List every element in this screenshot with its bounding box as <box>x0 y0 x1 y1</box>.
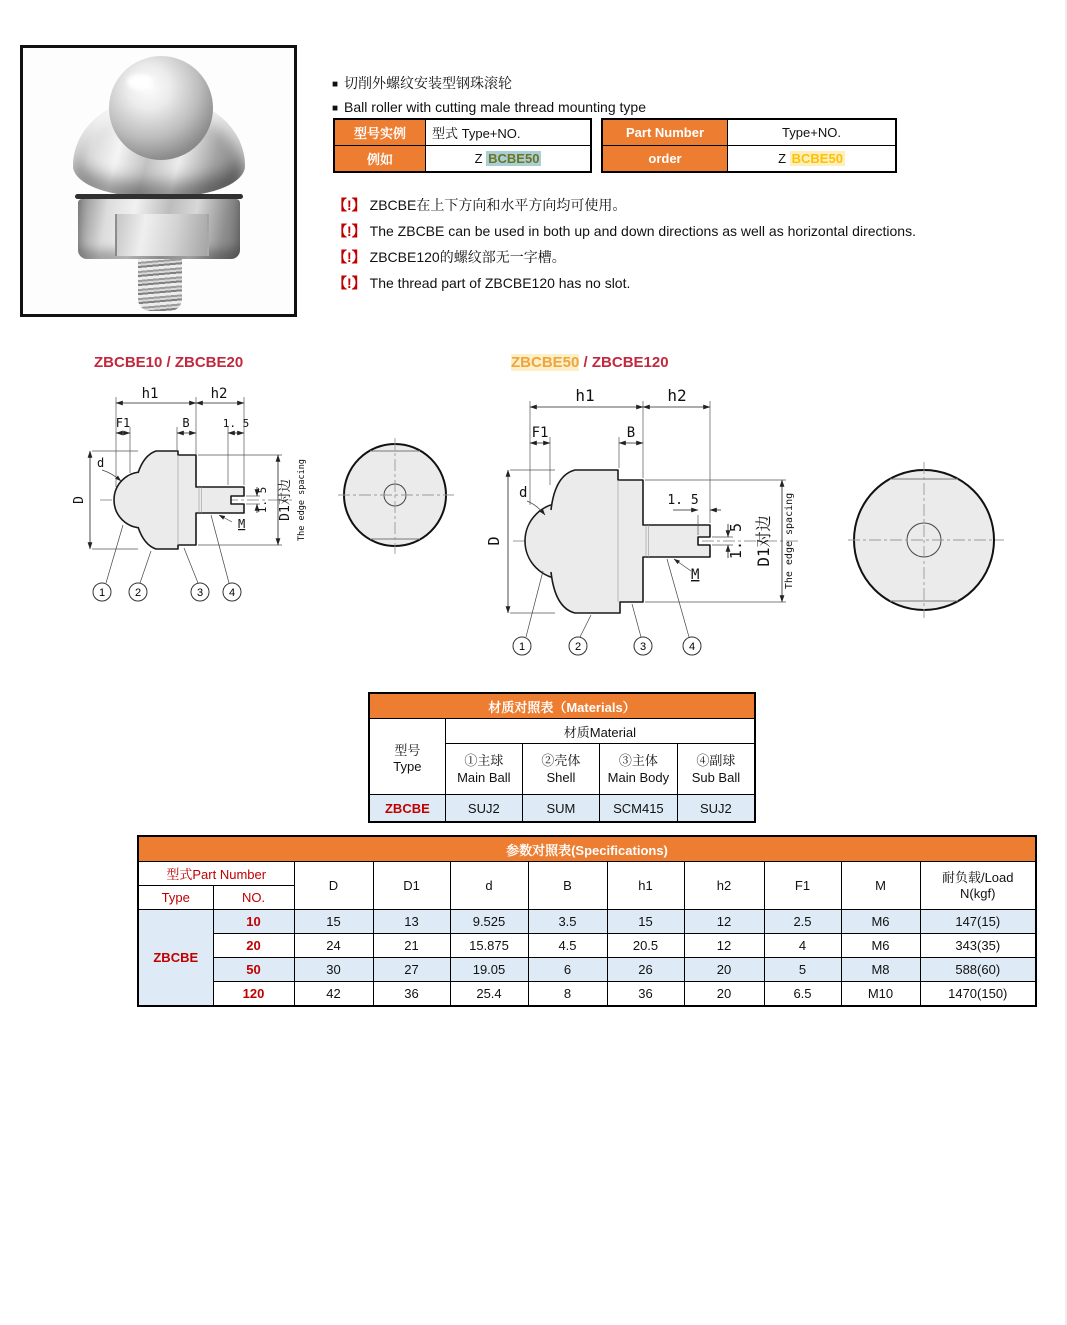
caution-notes <box>333 192 916 296</box>
part-number-highlight: BCBE50 <box>488 151 540 166</box>
dim-1-5-slot: 1. 5 <box>256 486 269 514</box>
materials-row <box>369 795 755 823</box>
col-en: Main Body <box>607 770 670 785</box>
cell-h2: 12 <box>684 910 764 934</box>
warning-mark: 【!】 <box>333 223 366 239</box>
col-main-ball <box>445 744 522 795</box>
drawing-title-highlight: ZBCBE50 <box>511 354 580 371</box>
dim-d-cap: D <box>72 496 87 504</box>
col-en: Main Ball <box>457 770 511 785</box>
spec-col-F1: F1 <box>764 862 841 910</box>
dim-1-5-slot: 1. 5 <box>727 522 745 560</box>
col-shell <box>522 744 599 795</box>
material-main-body: SCM415 <box>599 795 677 823</box>
cell-F1: 2.5 <box>764 910 841 934</box>
note-text: ZBCBE在上下方向和水平方向均可使用。 <box>369 197 627 213</box>
callout-3: 3 <box>196 587 204 599</box>
type-header-en: Type <box>393 758 422 774</box>
part-prefix: Z <box>474 151 487 166</box>
callout-2: 2 <box>134 587 142 599</box>
cell-D1: 21 <box>373 934 450 958</box>
cell-h1: 15 <box>607 910 684 934</box>
spec-col-load <box>920 862 1036 910</box>
cell-D: 42 <box>294 982 373 1007</box>
type-example-label: 型号实例 <box>334 119 426 146</box>
drawing-side-view-small <box>60 375 330 620</box>
callout-1: 1 <box>518 641 526 653</box>
col-sub-ball <box>677 744 755 795</box>
cell-h2: 20 <box>684 958 764 982</box>
materials-table <box>368 692 756 823</box>
bullet-text-en: Ball roller with cutting male thread mounting type <box>344 99 646 115</box>
cell-D: 15 <box>294 910 373 934</box>
part-number-highlight: BCBE50 <box>791 151 843 166</box>
cell-B: 6 <box>528 958 607 982</box>
cell-B: 4.5 <box>528 934 607 958</box>
spec-no: 20 <box>213 934 294 958</box>
part-shape <box>525 470 710 613</box>
col-en: Shell <box>546 770 576 785</box>
spec-no: 10 <box>213 910 294 934</box>
cell-D: 30 <box>294 958 373 982</box>
dim-f1: F1 <box>115 416 131 430</box>
specifications-table <box>137 835 1037 1007</box>
part-shape <box>114 451 244 549</box>
dim-b: B <box>182 416 190 430</box>
cell-load: 588(60) <box>920 958 1036 982</box>
spec-no-label: NO. <box>213 886 294 910</box>
spec-row-10 <box>138 910 1036 934</box>
note-text: The ZBCBE can be used in both up and down directions as well as horizontal directions. <box>369 223 916 239</box>
callout-4: 4 <box>688 641 696 653</box>
type-example-format: 型式 Type+NO. <box>426 119 592 146</box>
type-example-value <box>426 146 592 173</box>
material-sub-ball: SUJ2 <box>677 795 755 823</box>
drawing-front-view-large <box>848 462 1006 620</box>
col-cn: ④副球 <box>696 753 736 768</box>
drawing-title-large <box>511 354 669 371</box>
col-cn: ①主球 <box>464 753 504 768</box>
load-line1: 耐负载/Load <box>941 869 1014 885</box>
spec-col-D: D <box>294 862 373 910</box>
order-format: Type+NO. <box>728 119 897 146</box>
note-text: ZBCBE120的螺纹部无一字槽。 <box>369 249 566 265</box>
warning-mark: 【!】 <box>333 197 366 213</box>
dim-1-5-top: 1. 5 <box>222 417 250 430</box>
dim-h2: h2 <box>667 386 687 405</box>
note-text: The thread part of ZBCBE120 has no slot. <box>369 275 631 291</box>
spec-row-120 <box>138 982 1036 1007</box>
materials-type-header <box>369 719 445 795</box>
drawing-title-rest: / ZBCBE120 <box>579 354 669 371</box>
photo-highlight <box>127 74 153 90</box>
cell-load: 1470(150) <box>920 982 1036 1007</box>
cell-h1: 36 <box>607 982 684 1007</box>
warning-mark: 【!】 <box>333 249 366 265</box>
part-callouts <box>513 637 701 655</box>
drawing-title-small: ZBCBE10 / ZBCBE20 <box>94 354 244 371</box>
cell-d: 9.525 <box>450 910 528 934</box>
cell-M: M10 <box>841 982 920 1007</box>
intro-bullets <box>332 72 646 120</box>
note-line <box>333 218 916 244</box>
spec-col-B: B <box>528 862 607 910</box>
spec-col-h2: h2 <box>684 862 764 910</box>
product-photo <box>20 45 297 317</box>
cell-D1: 13 <box>373 910 450 934</box>
cell-h1: 26 <box>607 958 684 982</box>
dim-d1-flats: D1对边 <box>754 515 773 567</box>
part-callouts <box>93 583 241 601</box>
cell-M: M6 <box>841 910 920 934</box>
photo-threaded-stud <box>138 259 182 311</box>
cell-B: 3.5 <box>528 910 607 934</box>
note-line <box>333 192 916 218</box>
col-cn: ②壳体 <box>541 753 581 768</box>
note-line <box>333 244 916 270</box>
cell-F1: 6.5 <box>764 982 841 1007</box>
dim-edge-spacing: The edge spacing <box>784 492 795 590</box>
callout-2: 2 <box>574 641 582 653</box>
spec-col-d: d <box>450 862 528 910</box>
cell-d: 25.4 <box>450 982 528 1007</box>
callout-1: 1 <box>98 587 106 599</box>
spec-row-50 <box>138 958 1036 982</box>
callout-3: 3 <box>639 641 647 653</box>
spec-col-M: M <box>841 862 920 910</box>
dim-d-cap: D <box>485 536 503 546</box>
cell-F1: 4 <box>764 934 841 958</box>
bullet-square-icon: ■ <box>332 79 339 90</box>
cell-h1: 20.5 <box>607 934 684 958</box>
order-label: order <box>602 146 728 173</box>
photo-main-ball <box>109 56 213 160</box>
cell-B: 8 <box>528 982 607 1007</box>
cell-h2: 12 <box>684 934 764 958</box>
spec-no: 50 <box>213 958 294 982</box>
dim-h2: h2 <box>210 386 228 402</box>
spec-type-value: ZBCBE <box>138 910 213 1007</box>
bullet-line-cn <box>332 72 646 96</box>
spec-title: 参数对照表(Specifications) <box>138 836 1036 862</box>
cell-F1: 5 <box>764 958 841 982</box>
type-example-row2-label: 例如 <box>334 146 426 173</box>
order-part-number-label: Part Number <box>602 119 728 146</box>
cell-load: 147(15) <box>920 910 1036 934</box>
type-header-cn: 型号 <box>394 742 421 758</box>
cell-D: 24 <box>294 934 373 958</box>
cell-M: M6 <box>841 934 920 958</box>
order-value <box>728 146 897 173</box>
spec-row-20 <box>138 934 1036 958</box>
cell-d: 19.05 <box>450 958 528 982</box>
warning-mark: 【!】 <box>333 275 366 291</box>
order-table <box>601 118 897 173</box>
dim-edge-spacing: The edge spacing <box>297 459 307 541</box>
cell-D1: 36 <box>373 982 450 1007</box>
spec-part-number-header: 型式Part Number <box>138 862 294 886</box>
bullet-square-icon: ■ <box>332 103 339 114</box>
bullet-text-cn: 切削外螺纹安装型钢珠滚轮 <box>344 75 513 91</box>
material-shell: SUM <box>522 795 599 823</box>
drawing-front-view-small <box>338 438 456 556</box>
spec-col-D1: D1 <box>373 862 450 910</box>
materials-material-header: 材质Material <box>445 719 755 744</box>
dim-m-thread: M <box>691 567 700 583</box>
materials-title: 材质对照表（Materials） <box>369 693 755 719</box>
col-en: Sub Ball <box>691 770 741 785</box>
dim-b: B <box>626 425 636 441</box>
cell-D1: 27 <box>373 958 450 982</box>
cell-h2: 20 <box>684 982 764 1007</box>
col-main-body <box>599 744 677 795</box>
callout-4: 4 <box>228 587 236 599</box>
dim-1-5-top: 1. 5 <box>667 493 699 508</box>
spec-col-h1: h1 <box>607 862 684 910</box>
cell-M: M8 <box>841 958 920 982</box>
dim-d-small: d <box>519 485 528 501</box>
dim-d1-flats: D1对边 <box>278 479 293 521</box>
cell-d: 15.875 <box>450 934 528 958</box>
photo-hex-flat <box>115 214 209 256</box>
part-prefix: Z <box>778 151 790 166</box>
materials-type-value: ZBCBE <box>369 795 445 823</box>
spec-no: 120 <box>213 982 294 1007</box>
material-main-ball: SUJ2 <box>445 795 522 823</box>
bullet-line-en <box>332 96 646 120</box>
col-cn: ③主体 <box>618 753 658 768</box>
dim-f1: F1 <box>531 425 549 441</box>
spec-type-label: Type <box>138 886 213 910</box>
note-line <box>333 270 916 296</box>
dim-d-small: d <box>97 456 105 470</box>
type-example-table <box>333 118 592 173</box>
dim-h1: h1 <box>575 386 595 405</box>
dim-m-thread: M <box>238 517 246 531</box>
cell-load: 343(35) <box>920 934 1036 958</box>
load-line2: N(kgf) <box>960 885 996 901</box>
dim-h1: h1 <box>141 386 159 402</box>
drawing-side-view-large <box>485 375 815 675</box>
